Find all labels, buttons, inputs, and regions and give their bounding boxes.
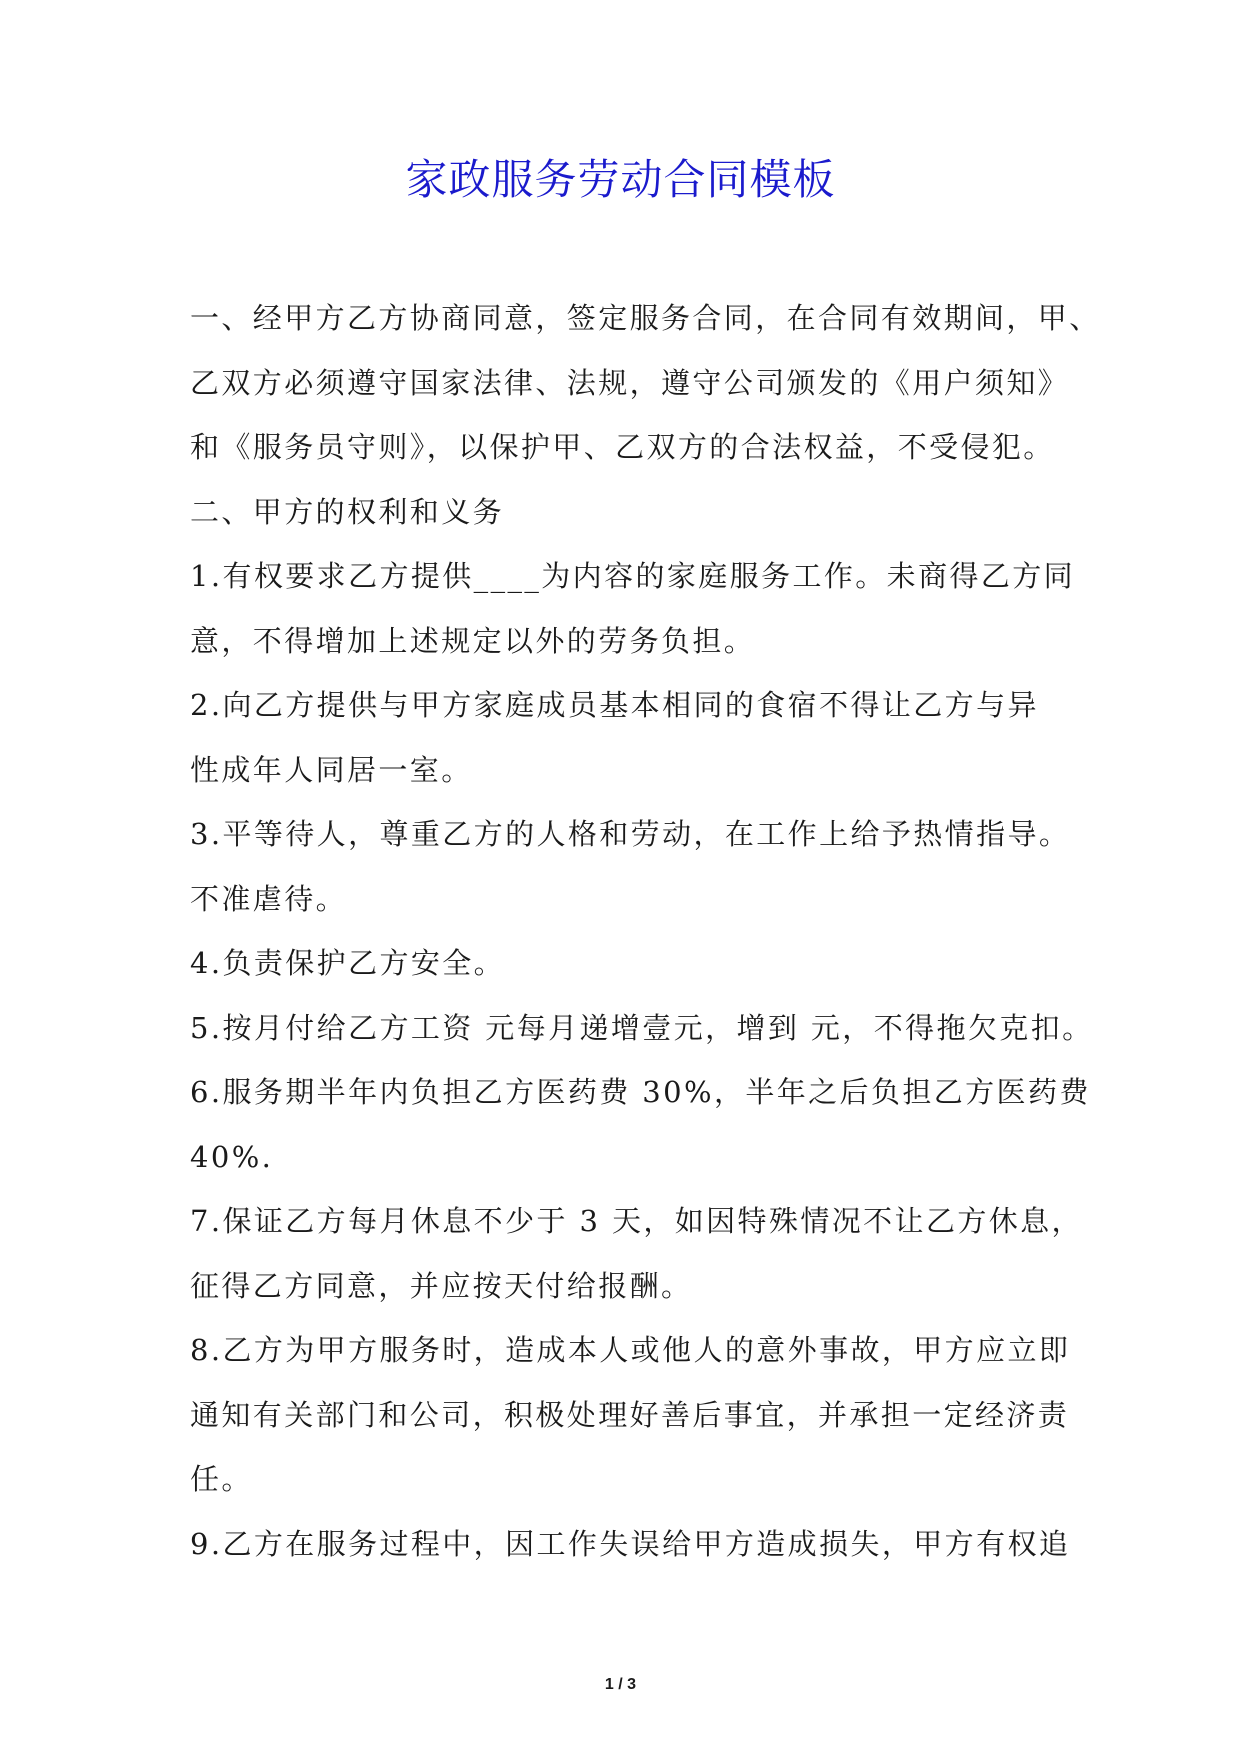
body-line: 6.服务期半年内负担乙方医药费 30%，半年之后负担乙方医药费 [190,1075,1091,1109]
document-body [190,286,1101,1576]
body-line: 意，不得增加上述规定以外的劳务负担。 [190,623,756,658]
body-line: 性成年人同居一室。 [190,752,473,787]
body-line: 不准虐待。 [190,881,348,916]
body-line: 任。 [190,1462,253,1496]
body-line: 40%. [190,1139,274,1174]
body-line: 5.按月付给乙方工资 元每月递增壹元，增到 元，不得拖欠克扣。 [190,1010,1094,1045]
section-heading: 二、甲方的权利和义务 [190,494,505,529]
body-line: 3.平等待人，尊重乙方的人格和劳动，在工作上给予热情指导。 [190,817,1071,851]
document-title: 家政服务劳动合同模板 [405,155,836,204]
body-line: 和《服务员守则》，以保护甲、乙双方的合法权益，不受侵犯。 [190,430,1055,464]
page-number: 1 / 3 [604,1676,637,1693]
body-line: 乙双方必须遵守国家法律、法规，遵守公司颁发的《用户须知》 [190,365,1070,400]
body-line: 7.保证乙方每月休息不少于 3 天，如因特殊情况不让乙方休息， [190,1204,1083,1238]
body-line: 4.负责保护乙方安全。 [190,946,506,980]
body-line: 征得乙方同意，并应按天付给报酬。 [190,1268,693,1303]
body-line: 一、经甲方乙方协商同意，签定服务合同，在合同有效期间，甲、 [190,301,1101,335]
body-line: 8.乙方为甲方服务时，造成本人或他人的意外事故，甲方应立即 [190,1333,1071,1367]
body-line: 1.有权要求乙方提供____为内容的家庭服务工作。未商得乙方同 [190,559,1076,593]
body-line: 9.乙方在服务过程中，因工作失误给甲方造成损失，甲方有权追 [190,1526,1071,1561]
body-line: 2.向乙方提供与甲方家庭成员基本相同的食宿不得让乙方与异 [190,688,1039,722]
body-line: 通知有关部门和公司，积极处理好善后事宜，并承担一定经济责 [190,1397,1070,1432]
